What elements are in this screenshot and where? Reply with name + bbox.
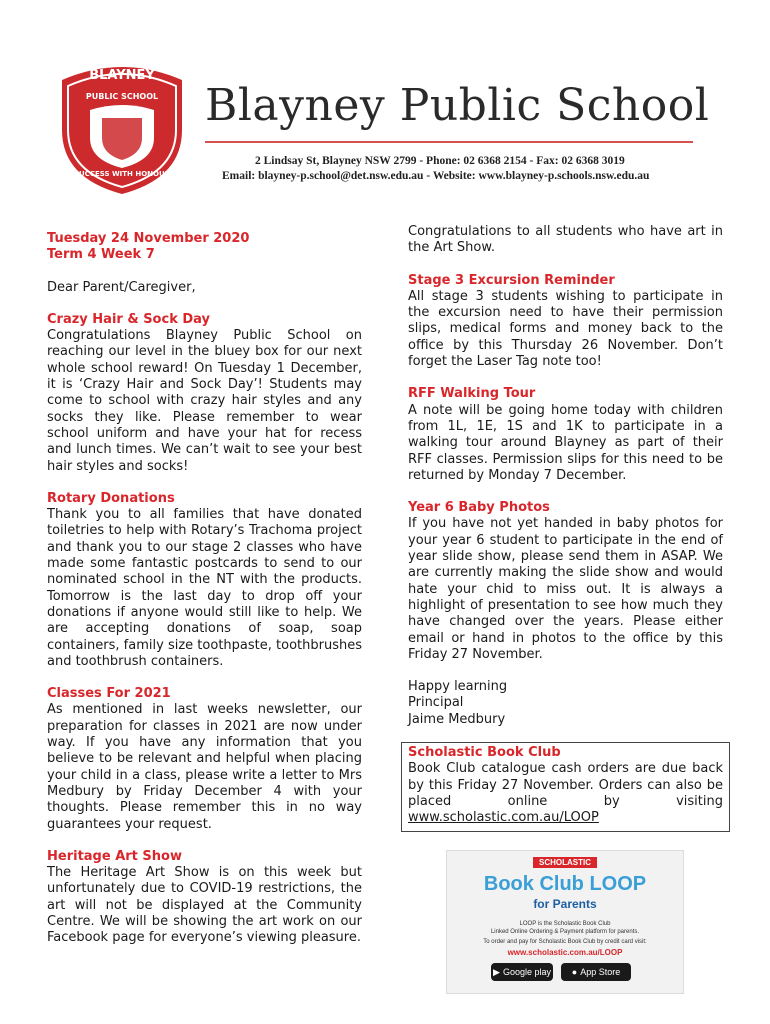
newsletter-term: Term 4 Week 7	[47, 247, 155, 263]
rff-body: A note will be going home today with children from 1L, 1E, 1S and 1K to participate in a walking tour around Blayney as part of their RFF classes. Permission slips for this need to be returned by Monday 7 December.	[408, 402, 723, 483]
google-play-label: Google play	[502, 967, 551, 977]
contact-line-1: 2 Lindsay St, Blayney NSW 2799 - Phone: 02 6368 2154 - Fax: 02 6368 3019	[255, 155, 625, 167]
year6-heading: Year 6 Baby Photos	[408, 500, 550, 516]
scholastic-body	[408, 761, 723, 826]
left-column	[47, 231, 362, 947]
loop-title: Book Club LOOP	[483, 873, 647, 895]
contact-line-2: Email: blayney-p.school@det.nsw.edu.au - Website: www.blayney-p.schools.nsw.edu.au	[222, 170, 650, 182]
scholastic-body-text: Book Club catalogue cash orders are due back by this Friday 27 November. Orders can also be placed online by visiting	[408, 761, 723, 809]
logo-top-text: BLAYNEY	[89, 68, 155, 83]
school-logo	[52, 60, 192, 196]
scholastic-heading: Scholastic Book Club	[408, 745, 561, 760]
google-play-icon: ▶	[493, 966, 500, 977]
loop-line-2: Linked Online Ordering & Payment platform for parents.	[490, 929, 640, 935]
right-column	[408, 224, 723, 728]
header-rule	[205, 141, 693, 143]
signoff-happy-learning: Happy learning	[408, 679, 508, 695]
stage3-body: All stage 3 students wishing to participate in the excursion need to have their permission slips, medical forms and money back to the office by this Thursday 26 November. Don’t forget the Laser Tag note too!	[408, 288, 723, 370]
greeting: Dear Parent/Caregiver,	[47, 279, 196, 295]
loop-line-3: To order and pay for Scholastic Book Club by credit card visit:	[483, 939, 647, 945]
scholastic-brand-label: SCHOLASTIC	[539, 858, 591, 867]
app-store-label: App Store	[580, 967, 621, 977]
scholastic-box	[401, 742, 730, 832]
scholastic-loop-link[interactable]: www.scholastic.com.au/LOOP	[408, 810, 599, 826]
art-show-congrats: Congratulations to all students who have art in the Art Show.	[408, 224, 723, 256]
newsletter-date: Tuesday 24 November 2020	[47, 231, 250, 246]
heritage-body: The Heritage Art Show is on this week but unfortunately due to COVID-19 restrictions, the art will not be displayed at the Community Centre. We will be showing the art work on our Facebook page for everyone’s viewing pleasure.	[47, 865, 362, 946]
google-play-badge[interactable]	[491, 963, 553, 981]
apple-icon: ●	[571, 967, 578, 977]
classes-body: As mentioned in last weeks newsletter, our preparation for classes in 2021 are now under way. If you have any information that you believe to be relevant and helpful when placing your child in a class, please write a letter to Mrs Medbury by Friday December 4 with your thoughts. Please remember this in no way guarantees your request.	[47, 702, 362, 832]
scholastic-brand-badge	[533, 857, 597, 868]
loop-line-1: LOOP is the Scholastic Book Club	[519, 921, 611, 927]
signoff-name: Jaime Medbury	[408, 711, 506, 727]
crazy-hair-heading: Crazy Hair & Sock Day	[47, 311, 211, 327]
year6-body: If you have not yet handed in baby photos for your year 6 student to participate in the end of year slide show, please send them in ASAP. We are currently making the slide show and would hate your chid to miss out. It is always a highlight of presentation to see how much they have changed over the years. Please either email or hand in photos to the office by this Friday 27 November.	[408, 516, 723, 662]
rotary-heading: Rotary Donations	[47, 490, 175, 506]
crazy-hair-body: Congratulations Blayney Public School on reaching our level in the bluey box for our next whole school reward! On Tuesday 1 December, it is ‘Crazy Hair and Sock Day’! Students may come to school with crazy hair styles and any socks they like. Please remember to wear school uniform and have your hat for recess and lunch times. We can’t wait to see your best hair styles and socks!	[47, 328, 362, 474]
heritage-heading: Heritage Art Show	[47, 848, 182, 864]
signoff-principal: Principal	[408, 695, 464, 711]
app-store-badge[interactable]	[561, 963, 631, 981]
loop-subtitle: for Parents	[533, 897, 597, 911]
logo-motto-text: SUCCESS WITH HONOUR	[73, 170, 171, 178]
stage3-heading: Stage 3 Excursion Reminder	[408, 272, 615, 288]
classes-heading: Classes For 2021	[47, 686, 171, 702]
school-name: Blayney Public School	[205, 80, 710, 131]
rotary-body: Thank you to all families that have donated toiletries to help with Rotary’s Trachoma project and thank you to our stage 2 classes who have made some fantastic postcards to send to our nominated school in the NT with the products. Tomorrow is the last day to drop off your donations if anyone would still like to help. We are accepting donations of soap, soap containers, family size toothpaste, toothbrushes and toothbrush containers.	[47, 507, 362, 669]
logo-middle-text: PUBLIC SCHOOL	[85, 92, 159, 101]
book-club-loop-ad	[446, 850, 684, 994]
loop-url: www.scholastic.com.au/LOOP	[507, 948, 623, 957]
rff-heading: RFF Walking Tour	[408, 386, 536, 402]
